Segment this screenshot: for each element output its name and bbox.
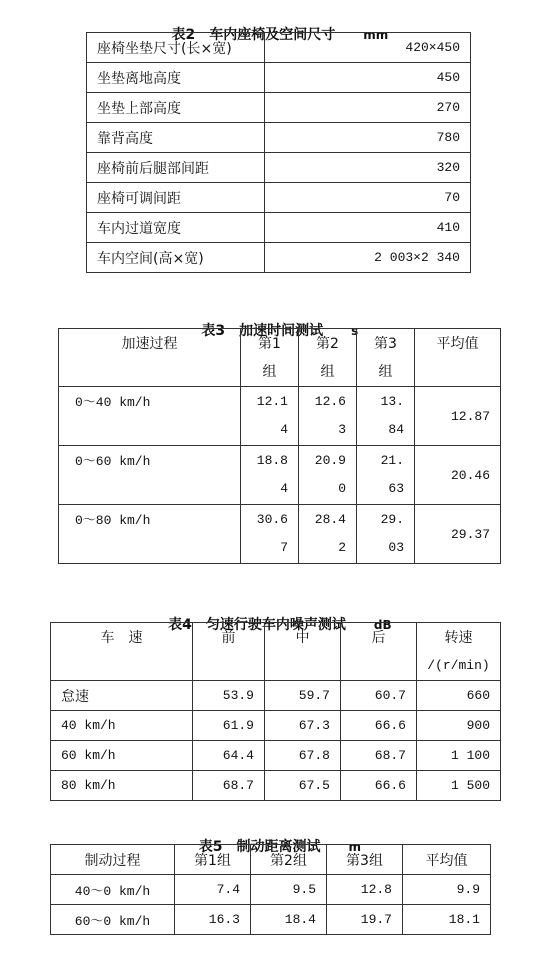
table-row [87,63,471,93]
table3-cell: 30.6 7 [241,505,299,564]
table2-label: 座椅坐垫尺寸(长×宽) [87,33,265,63]
table3-cell: 21. 63 [357,446,415,505]
table-header-row [51,845,491,875]
table5-header-group1: 第1组 [175,845,251,875]
table3-header-group1: 第1 组 [241,329,299,387]
table5-cell: 18.4 [251,905,327,935]
table3-unit: s [351,324,359,338]
table3-row-label: 0～40 km/h [59,387,241,446]
table2-value: 450 [265,63,471,93]
table2-label: 座椅可调间距 [87,183,265,213]
table2-label: 车内空间(高×宽) [87,243,265,273]
table3-header-group3: 第3 组 [357,329,415,387]
table2-value: 780 [265,123,471,153]
table4-header-front: 前 [193,623,265,681]
table-row [87,183,471,213]
table4-middle: 67.5 [265,771,341,801]
table4-header-speed: 车 速 [51,623,193,681]
table3-cell: 12.1 4 [241,387,299,446]
table2-unit: mm [363,28,389,42]
table4-middle: 59.7 [265,681,341,711]
table3-header-average: 平均值 [415,329,501,387]
table2-title-text: 表2 车内座椅及空间尺寸 [171,27,336,43]
table2-value: 320 [265,153,471,183]
table5-header-average: 平均值 [403,845,491,875]
table3-cell: 12.6 3 [299,387,357,446]
table-row [87,213,471,243]
table4-rear: 66.6 [341,711,417,741]
table5-average: 18.1 [403,905,491,935]
table4-front: 68.7 [193,771,265,801]
table-row [51,681,501,711]
table-row [59,446,501,505]
table4-speed: 60 km/h [51,741,193,771]
table-row [51,771,501,801]
table-row [87,93,471,123]
table-row [51,905,491,935]
table5-row-label: 60～0 km/h [51,905,175,935]
table4-unit: dB [373,618,392,632]
table2-value: 410 [265,213,471,243]
table4-speed: 怠速 [51,681,193,711]
table5-average: 9.9 [403,875,491,905]
table-row [51,711,501,741]
table3-cell: 18.8 4 [241,446,299,505]
table3-header-group2: 第2 组 [299,329,357,387]
table2-value: 420×450 [265,33,471,63]
table-row [87,33,471,63]
table5-cell: 9.5 [251,875,327,905]
table5-braking [50,844,491,935]
table4-noise [50,622,501,801]
table3-average: 12.87 [415,387,501,446]
table4-header-middle: 中 [265,623,341,681]
table5-header-process: 制动过程 [51,845,175,875]
table5-cell: 16.3 [175,905,251,935]
table5-cell: 19.7 [327,905,403,935]
table2-value: 2 003×2 340 [265,243,471,273]
table3-cell: 13. 84 [357,387,415,446]
table-row [87,123,471,153]
table3-cell: 28.4 2 [299,505,357,564]
table4-rpm: 660 [417,681,501,711]
table5-header-group2: 第2组 [251,845,327,875]
table3-row-label: 0～60 km/h [59,446,241,505]
table4-rear: 60.7 [341,681,417,711]
table2-seat-dimensions [86,32,471,273]
table4-front: 61.9 [193,711,265,741]
table2-label: 座椅前后腿部间距 [87,153,265,183]
table-row [87,153,471,183]
table4-rear: 68.7 [341,741,417,771]
table3-title-text: 表3 加速时间测试 [201,323,324,339]
table4-speed: 40 km/h [51,711,193,741]
table-row [51,741,501,771]
table4-rpm: 1 500 [417,771,501,801]
table-row [87,243,471,273]
table5-header-group3: 第3组 [327,845,403,875]
table2-label: 靠背高度 [87,123,265,153]
table4-header-rpm: 转速 /(r/min) [417,623,501,681]
table3-row-label: 0～80 km/h [59,505,241,564]
table3-cell: 29. 03 [357,505,415,564]
table5-row-label: 40～0 km/h [51,875,175,905]
table3-acceleration [58,328,501,564]
table4-header-rear: 后 [341,623,417,681]
table3-average: 20.46 [415,446,501,505]
table4-rpm: 1 100 [417,741,501,771]
table-row [51,875,491,905]
table4-title-text: 表4 匀速行驶车内噪声测试 [168,617,346,633]
table-header-row [51,623,501,681]
table4-middle: 67.8 [265,741,341,771]
table4-front: 53.9 [193,681,265,711]
table5-title-text: 表5 制动距离测试 [198,839,321,855]
table4-middle: 67.3 [265,711,341,741]
table3-header-process: 加速过程 [59,329,241,387]
table4-front: 64.4 [193,741,265,771]
table3-average: 29.37 [415,505,501,564]
table-header-row [59,329,501,387]
table2-value: 270 [265,93,471,123]
table4-speed: 80 km/h [51,771,193,801]
table3-cell: 20.9 0 [299,446,357,505]
table2-label: 车内过道宽度 [87,213,265,243]
table5-cell: 12.8 [327,875,403,905]
table-row [59,387,501,446]
table5-cell: 7.4 [175,875,251,905]
table-row [59,505,501,564]
table2-label: 坐垫上部高度 [87,93,265,123]
table5-unit: m [348,840,361,854]
table2-label: 坐垫离地高度 [87,63,265,93]
table4-rpm: 900 [417,711,501,741]
table2-value: 70 [265,183,471,213]
table4-rear: 66.6 [341,771,417,801]
